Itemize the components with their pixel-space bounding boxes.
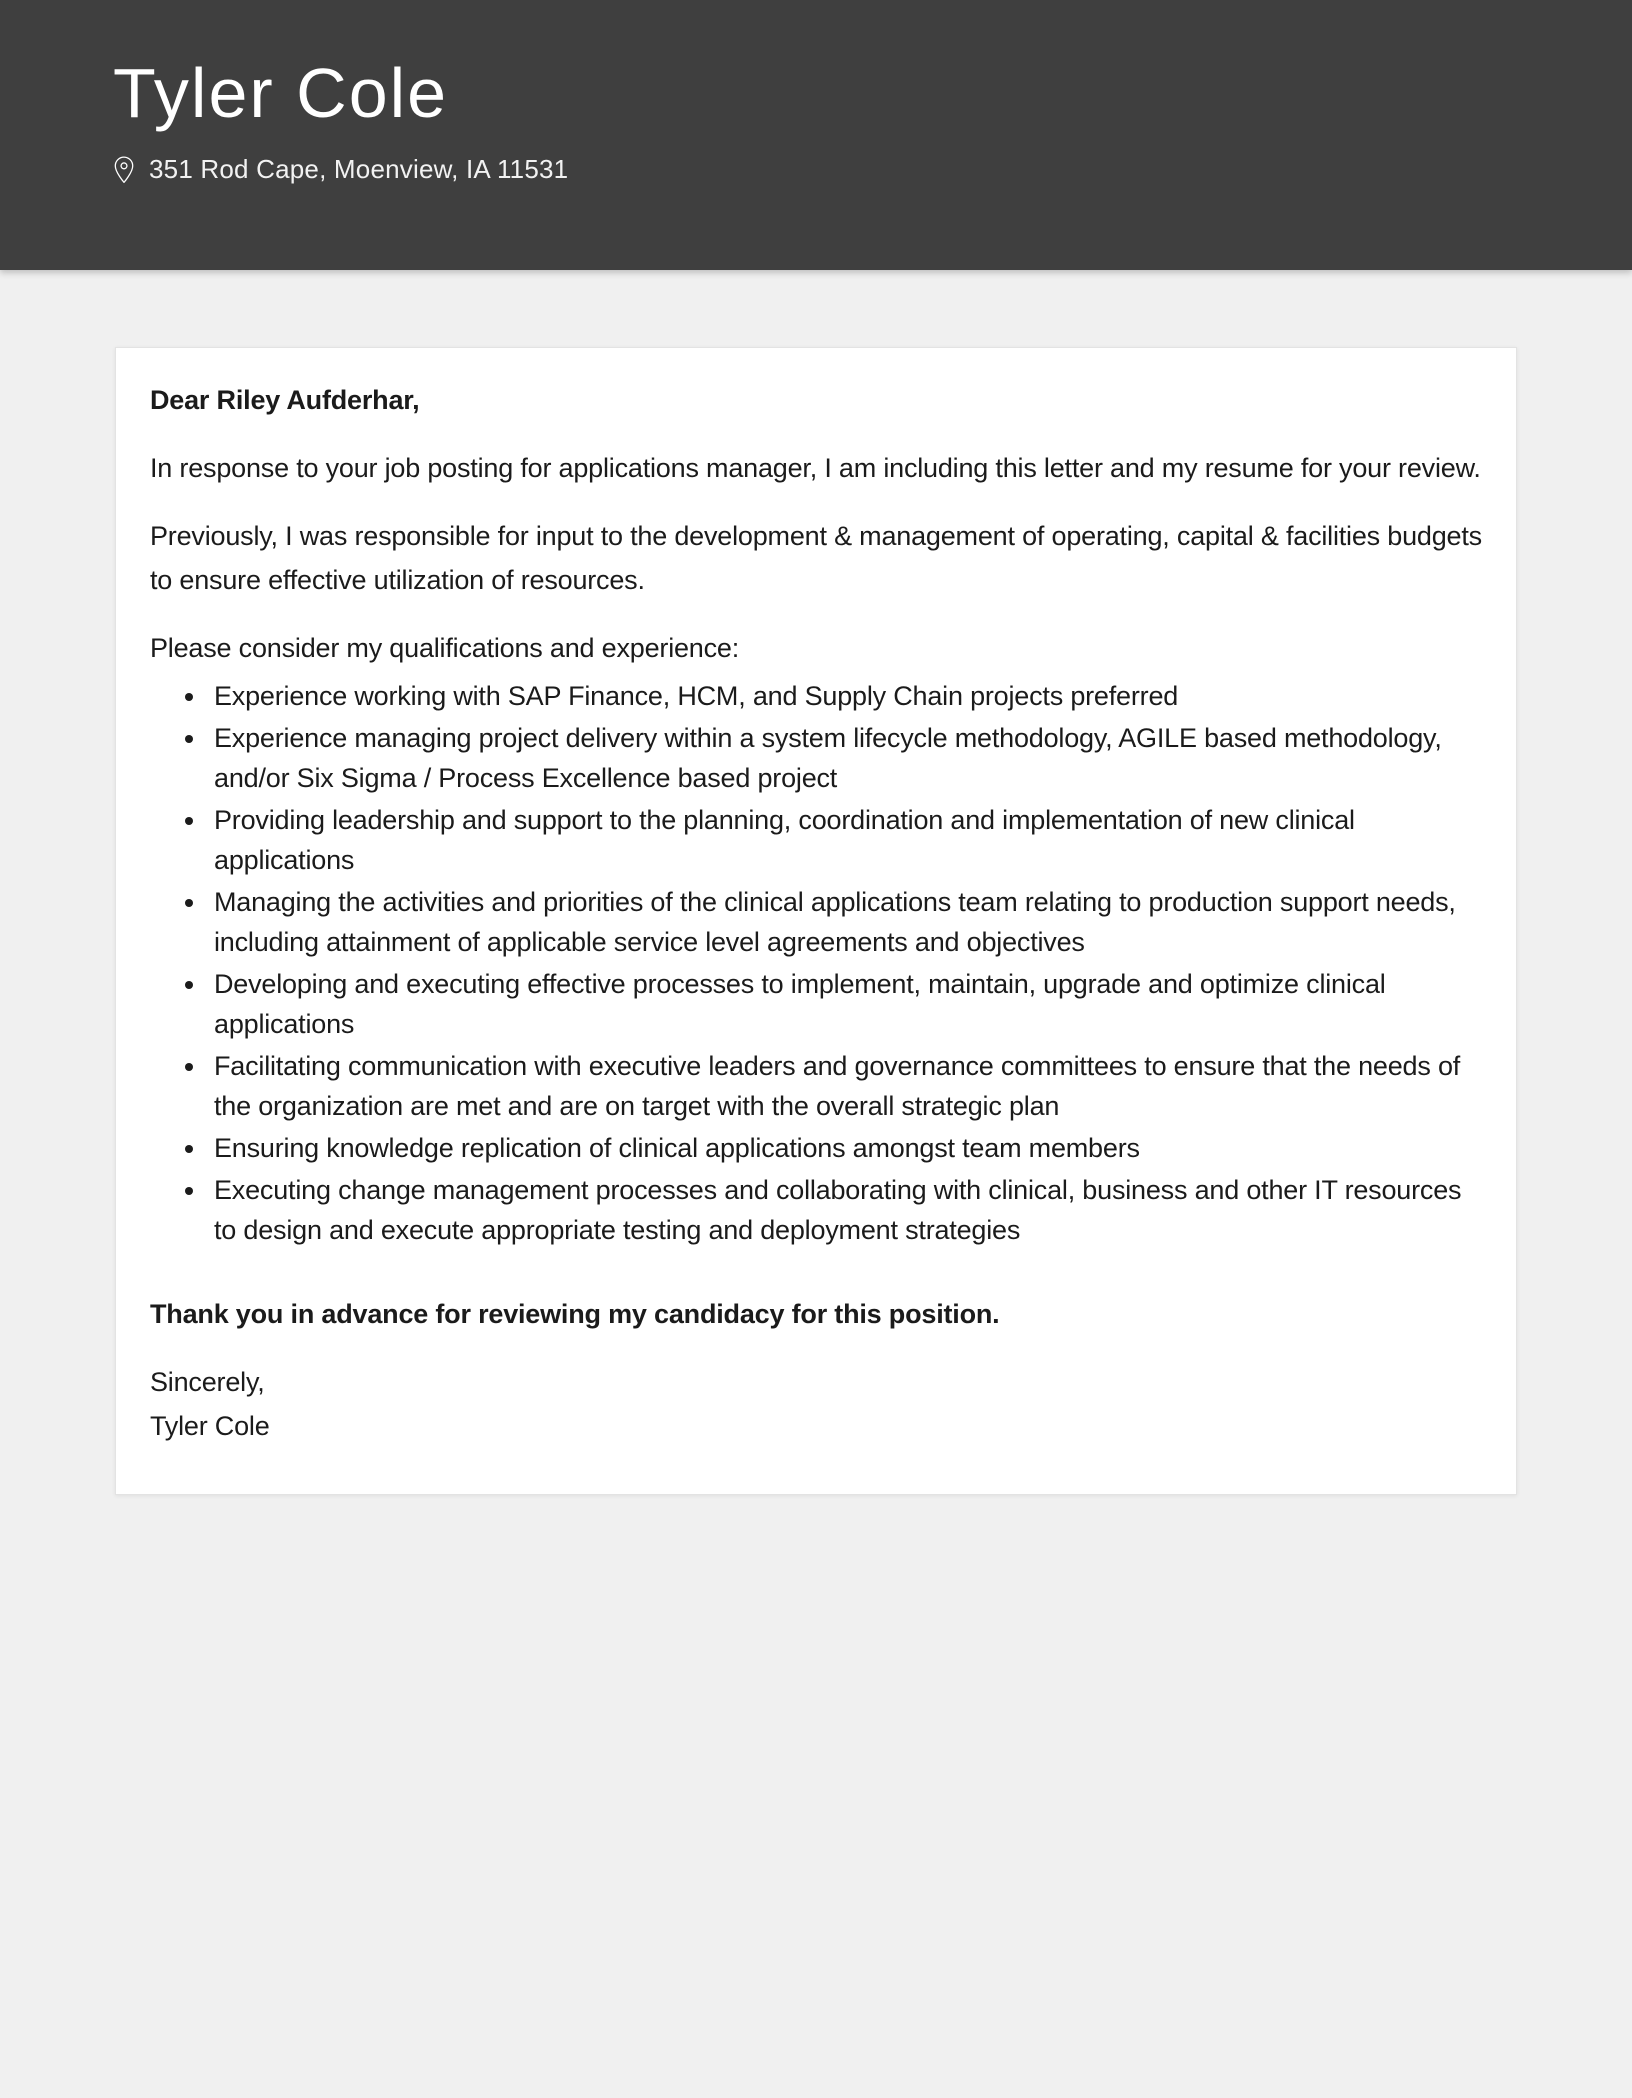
qualification-item: • Developing and executing effective processes to implement, maintain, upgrade and optimize clinical applications [208,964,1482,1044]
signoff-word: Sincerely, [150,1367,265,1397]
qualifications-list [150,676,1482,1250]
paragraph-intro: In response to your job posting for applications manager, I am including this letter and my resume for your review. [150,453,1481,483]
location-pin-icon [113,156,135,184]
closing-thanks: Thank you in advance for reviewing my candidacy for this position. [150,1299,1000,1329]
candidate-name: Tyler Cole [113,54,449,132]
letter-header [0,0,1632,270]
qualification-item: • Providing leadership and support to the planning, coordination and implementation of new clinical applications [208,800,1482,880]
location-row [113,154,1632,185]
qualification-item: • Experience managing project delivery within a system lifecycle methodology, AGILE based methodology, and/or Six Sigma / Process Excellence based project [208,718,1482,798]
candidate-address: 351 Rod Cape, Moenview, IA 11531 [149,154,569,184]
salutation: Dear Riley Aufderhar, [150,385,420,415]
paragraph-qualifications-leadin: Please consider my qualifications and experience: [150,633,740,663]
letter-card [115,347,1517,1495]
signature-name: Tyler Cole [150,1411,270,1441]
qualification-item: • Executing change management processes and collaborating with clinical, business and other IT resources to design and execute appropriate testing and deployment strategies [208,1170,1482,1250]
paragraph-previous-experience: Previously, I was responsible for input to the development & management of operating, capital & facilities budgets to ensure effective utilization of resources. [150,521,1482,595]
qualification-item: • Ensuring knowledge replication of clinical applications amongst team members [208,1128,1482,1168]
signoff-block [150,1360,1482,1448]
qualification-item: • Facilitating communication with executive leaders and governance committees to ensure that the needs of the organization are met and are on target with the overall strategic plan [208,1046,1482,1126]
qualification-item: • Managing the activities and priorities of the clinical applications team relating to production support needs, including attainment of applicable service level agreements and objectives [208,882,1482,962]
qualification-item: • Experience working with SAP Finance, HCM, and Supply Chain projects preferred [208,676,1482,716]
